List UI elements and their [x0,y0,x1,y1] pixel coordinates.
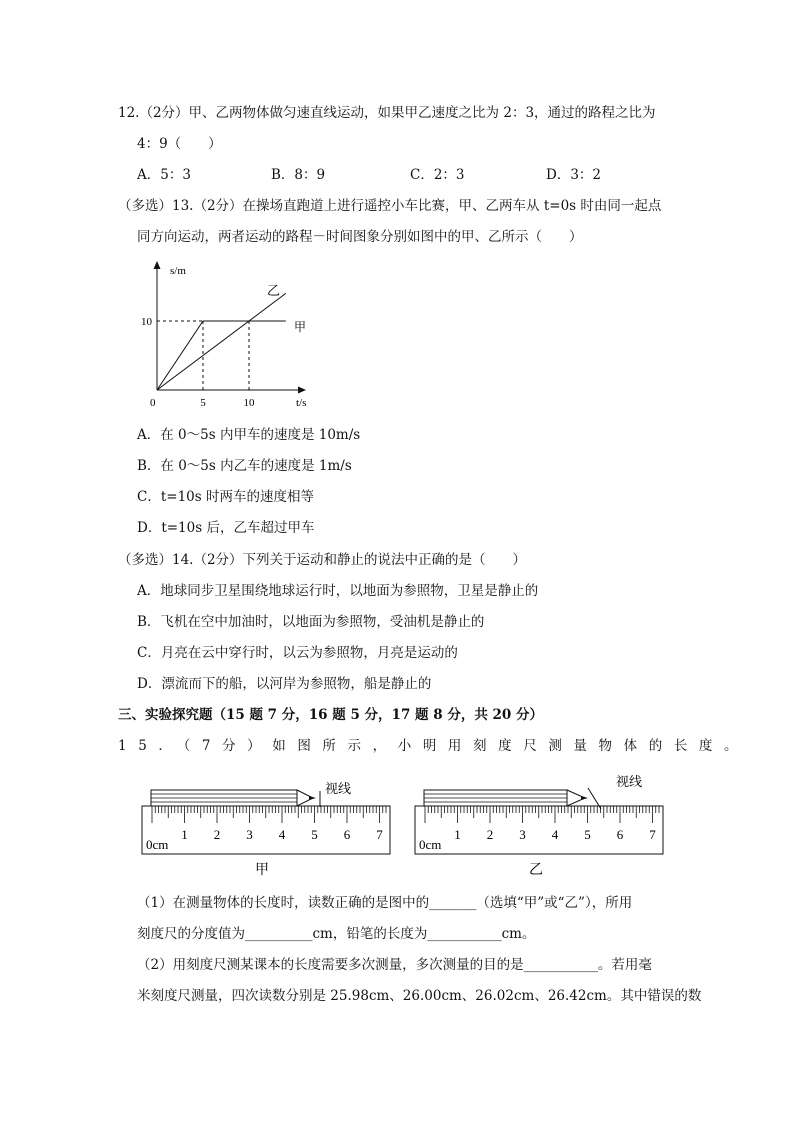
ruler-number: 4 [551,827,559,842]
ruler-number: 7 [376,827,383,842]
ruler-number: 2 [213,827,221,842]
q14-option-a: A．地球同步卫星围绕地球运行时，以地面为参照物，卫星是静止的 [137,583,539,599]
series-jia-line [157,321,286,390]
q14-option-c: C．月亮在云中穿行时，以云为参照物，月亮是运动的 [137,645,458,661]
ruler-jia [142,781,390,878]
ruler-number: 7 [649,827,656,842]
q13-option-c: C．t=10s 时两车的速度相等 [137,489,314,505]
q13-distance-time-graph [130,255,330,415]
y-tick-10: 10 [141,316,152,328]
ruler-number: 6 [343,827,351,842]
q15-stem: 15．（7分）如图所示，小明用刻度尺测量物体的长度。 [118,738,750,754]
q12-stem-line1: 12.（2分）甲、乙两物体做匀速直线运动，如果甲乙速度之比为 2：3，通过的路程之比为 [118,105,656,121]
origin-label: 0 [150,397,156,409]
q12-option-b: B．8：9 [271,167,326,183]
ruler-number: 1 [454,827,461,842]
ruler-number: 3 [519,827,526,842]
ruler-number: 1 [181,827,188,842]
ruler-yi-unit: 0cm [419,837,442,852]
section-3-heading: 三、实验探究题（15 题 7 分，16 题 5 分，17 题 8 分，共 20 分） [118,707,544,723]
ruler-yi-caption: 乙 [529,863,543,878]
q13-option-d: D．t=10s 后，乙车超过甲车 [137,520,315,536]
q14-option-d: D．漂流而下的船，以河岸为参照物，船是静止的 [137,676,432,692]
ruler-number: 5 [584,827,591,842]
x-tick-5: 5 [200,397,206,409]
sight-label-jia: 视线 [325,781,352,796]
pencil-jia [151,790,316,806]
ruler-jia-unit: 0cm [146,837,169,852]
q15-ruler-figure [130,768,670,880]
q12-option-d: D．3：2 [546,167,602,183]
q13-stem-line2: 同方向运动，两者运动的路程－时间图象分别如图中的甲、乙所示（ ） [137,229,583,245]
q14-stem: （多选）14.（2分）下列关于运动和静止的说法中正确的是（ ） [118,552,527,568]
series-yi-line [157,293,286,390]
x-tick-10: 10 [243,397,255,409]
ruler-jia-caption: 甲 [255,863,269,878]
q12-option-a: A．5：3 [137,167,191,183]
q12-option-c: C．2：3 [410,167,465,183]
series-jia-label: 甲 [294,320,307,334]
series-yi-label: 乙 [267,283,281,298]
x-axis-arrow [298,387,306,394]
ruler-yi [415,774,663,878]
ruler-number: 6 [616,827,624,842]
ruler-number: 3 [246,827,253,842]
q13-option-a: A．在 0～5s 内甲车的速度是 10m/s [137,427,361,443]
ruler-number: 5 [311,827,318,842]
x-axis-label: t/s [296,397,307,409]
q13-stem-line1: （多选）13.（2分）在操场直跑道上进行遥控小车比赛，甲、乙两车从 t=0s 时由同一起点 [118,198,662,214]
q15-part2-line1: （2）用刻度尺测某课本的长度需要多次测量，多次测量的目的是___________。若用毫 [137,957,652,973]
y-axis-label: s/m [170,265,186,277]
ruler-number: 2 [486,827,494,842]
y-axis-arrow [154,261,161,269]
q15-part1-line1: （1）在测量物体的长度时，读数正确的是图中的_______（选填“甲”或“乙”），所用 [137,895,633,911]
sight-label-yi: 视线 [616,774,643,789]
q14-option-b: B．飞机在空中加油时，以地面为参照物，受油机是静止的 [137,614,485,630]
ruler-number: 4 [278,827,286,842]
pencil-yi [424,790,588,806]
q15-part2-line2: 米刻度尺测量，四次读数分别是 25.98cm、26.00cm、26.02cm、26.42cm。其中错误的数 [137,988,702,1004]
q12-stem-line2: 4：9（ ） [137,136,222,152]
q13-option-b: B．在 0～5s 内乙车的速度是 1m/s [137,458,352,474]
q15-part1-line2: 刻度尺的分度值为__________cm，铅笔的长度为___________cm。 [137,926,536,942]
